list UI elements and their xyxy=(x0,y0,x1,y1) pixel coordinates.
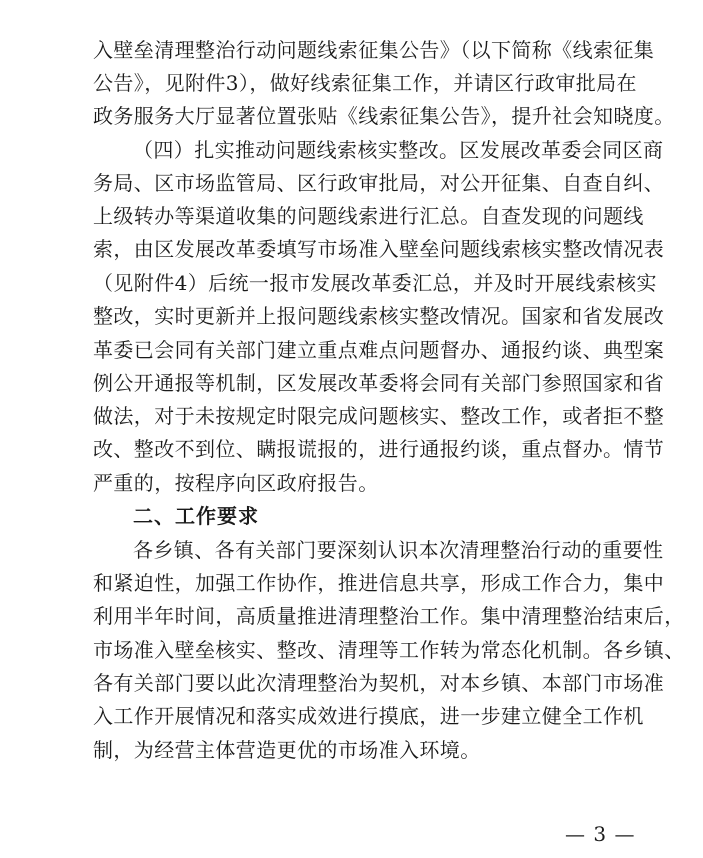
paragraph-1-line-2: 公告》，见附件3），做好线索征集工作，并请区行政审批局在 xyxy=(93,71,637,95)
paragraph-2-line-10: 改、整改不到位、瞒报谎报的，进行通报约谈，重点督办。情节 xyxy=(93,437,665,461)
paragraph-3-line-1: 各乡镇、各有关部门要深刻认识本次清理整治行动的重要性 xyxy=(133,538,664,562)
paragraph-2-line-8: 例公开通报等机制，区发展改革委将会同有关部门参照国家和省 xyxy=(93,371,665,395)
paragraph-2-line-5: （见附件4）后统一报市发展改革委汇总，并及时开展线索核实 xyxy=(93,271,657,295)
paragraph-2-line-11: 严重的，按程序向区政府报告。 xyxy=(93,471,379,495)
paragraph-3-line-6: 入工作开展情况和落实成效进行摸底，进一步建立健全工作机 xyxy=(93,704,644,728)
paragraph-3-line-5: 各有关部门要以此次清理整治为契机，对本乡镇、本部门市场准 xyxy=(93,671,665,695)
paragraph-2-line-6: 整改，实时更新并上报问题线索核实整改情况。国家和省发展改 xyxy=(93,304,665,328)
page-number: — 3 — xyxy=(565,822,636,846)
paragraph-3-line-4: 市场准入壁垒核实、整改、清理等工作转为常态化机制。各乡镇、 xyxy=(93,638,685,662)
paragraph-1-line-3: 政务服务大厅显著位置张贴《线索征集公告》，提升社会知晓度。 xyxy=(93,104,675,128)
paragraph-2-line-9: 做法，对于未按规定时限完成问题核实、整改工作，或者拒不整 xyxy=(93,404,665,428)
paragraph-2-line-4: 索，由区发展改革委填写市场准入壁垒问题线索核实整改情况表 xyxy=(93,237,665,261)
paragraph-2-line-2: 务局、区市场监管局、区行政审批局，对公开征集、自查自纠、 xyxy=(93,171,665,195)
paragraph-1-line-1: 入壁垒清理整治行动问题线索征集公告》（以下简称《线索征集 xyxy=(93,38,655,62)
paragraph-3-line-7: 制，为经营主体营造更优的市场准入环境。 xyxy=(93,738,481,762)
paragraph-3-line-3: 利用半年时间，高质量推进清理整治工作。集中清理整治结束后， xyxy=(93,604,685,628)
paragraph-2-line-3: 上级转办等渠道收集的问题线索进行汇总。自查发现的问题线 xyxy=(93,204,644,228)
section-heading: 二、工作要求 xyxy=(133,504,259,528)
paragraph-3-line-2: 和紧迫性，加强工作协作，推进信息共享，形成工作合力，集中 xyxy=(93,571,665,595)
paragraph-2-line-7: 革委已会同有关部门建立重点难点问题督办、通报约谈、典型案 xyxy=(93,338,665,362)
paragraph-2-line-1: （四）扎实推动问题线索核实整改。区发展改革委会同区商 xyxy=(133,138,664,162)
